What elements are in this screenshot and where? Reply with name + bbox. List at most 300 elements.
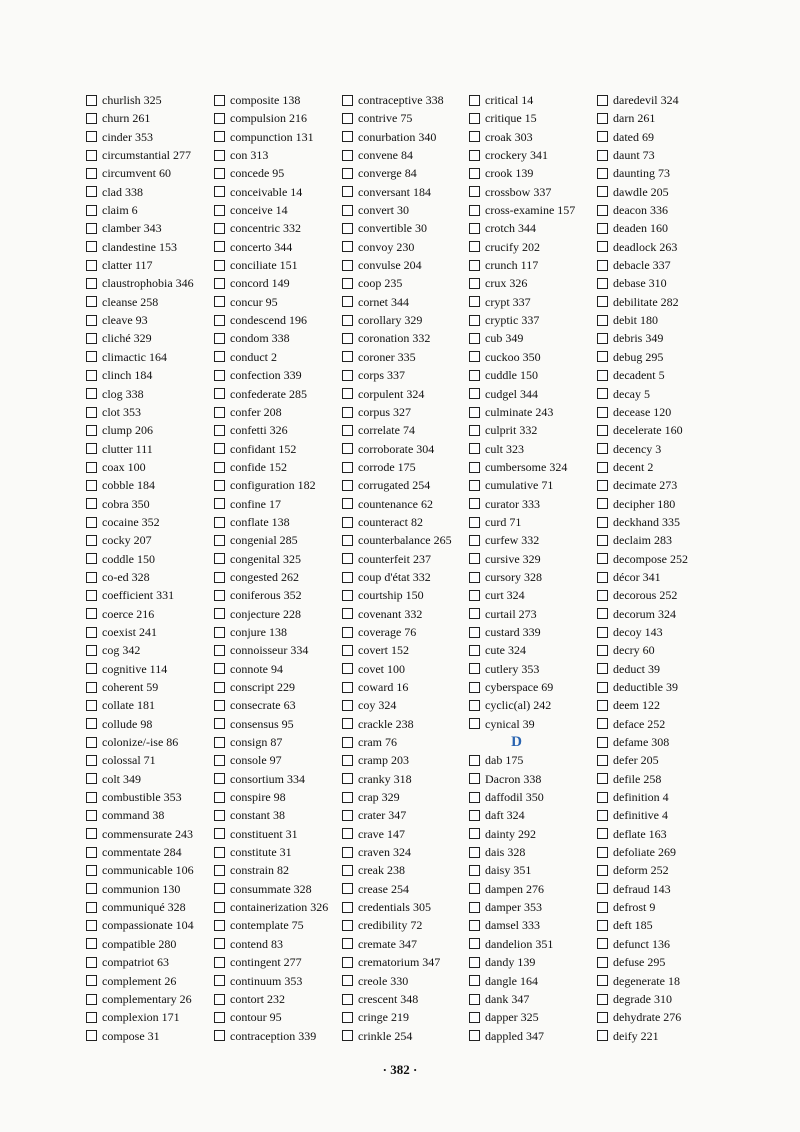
checkbox[interactable] xyxy=(86,205,97,216)
checkbox[interactable] xyxy=(469,241,480,252)
checkbox[interactable] xyxy=(597,957,608,968)
checkbox[interactable] xyxy=(597,718,608,729)
checkbox[interactable] xyxy=(342,150,353,161)
checkbox[interactable] xyxy=(342,113,353,124)
checkbox[interactable] xyxy=(342,847,353,858)
checkbox[interactable] xyxy=(342,480,353,491)
checkbox[interactable] xyxy=(469,131,480,142)
checkbox[interactable] xyxy=(597,278,608,289)
word-label: convertible 30 xyxy=(358,221,427,236)
checkbox[interactable] xyxy=(342,260,353,271)
checkbox[interactable] xyxy=(214,938,225,949)
checkbox[interactable] xyxy=(86,718,97,729)
checkbox[interactable] xyxy=(469,150,480,161)
word-label: converge 84 xyxy=(358,166,417,181)
checkbox[interactable] xyxy=(597,608,608,619)
checkbox[interactable] xyxy=(597,296,608,307)
checkbox[interactable] xyxy=(342,865,353,876)
checkbox[interactable] xyxy=(342,443,353,454)
word-label: cumbersome 324 xyxy=(485,459,568,474)
checkbox[interactable] xyxy=(597,186,608,197)
checkbox[interactable] xyxy=(342,975,353,986)
checkbox[interactable] xyxy=(597,755,608,766)
checkbox[interactable] xyxy=(469,388,480,399)
checkbox[interactable] xyxy=(86,865,97,876)
checkbox[interactable] xyxy=(342,315,353,326)
word-entry xyxy=(597,678,737,696)
checkbox[interactable] xyxy=(214,407,225,418)
checkbox[interactable] xyxy=(86,700,97,711)
checkbox[interactable] xyxy=(214,737,225,748)
checkbox[interactable] xyxy=(597,95,608,106)
word-entry xyxy=(597,660,737,678)
checkbox[interactable] xyxy=(86,645,97,656)
checkbox[interactable] xyxy=(469,1030,480,1041)
checkbox[interactable] xyxy=(469,700,480,711)
checkbox[interactable] xyxy=(214,113,225,124)
checkbox[interactable] xyxy=(597,847,608,858)
checkbox[interactable] xyxy=(86,260,97,271)
checkbox[interactable] xyxy=(86,95,97,106)
checkbox[interactable] xyxy=(214,663,225,674)
word-label: cringe 219 xyxy=(358,1010,409,1025)
checkbox[interactable] xyxy=(214,150,225,161)
checkbox[interactable] xyxy=(214,572,225,583)
checkbox[interactable] xyxy=(86,847,97,858)
checkbox[interactable] xyxy=(469,792,480,803)
checkbox[interactable] xyxy=(214,462,225,473)
checkbox[interactable] xyxy=(469,902,480,913)
word-label: decency 3 xyxy=(613,441,662,456)
word-entry xyxy=(342,329,470,347)
checkbox[interactable] xyxy=(86,792,97,803)
checkbox[interactable] xyxy=(469,645,480,656)
checkbox[interactable] xyxy=(469,370,480,381)
checkbox[interactable] xyxy=(86,902,97,913)
checkbox[interactable] xyxy=(597,572,608,583)
checkbox[interactable] xyxy=(597,553,608,564)
checkbox[interactable] xyxy=(214,590,225,601)
checkbox[interactable] xyxy=(597,113,608,124)
checkbox[interactable] xyxy=(469,113,480,124)
checkbox[interactable] xyxy=(597,700,608,711)
checkbox[interactable] xyxy=(469,847,480,858)
checkbox[interactable] xyxy=(214,296,225,307)
checkbox[interactable] xyxy=(214,553,225,564)
checkbox[interactable] xyxy=(469,480,480,491)
checkbox[interactable] xyxy=(469,920,480,931)
checkbox[interactable] xyxy=(469,883,480,894)
checkbox[interactable] xyxy=(342,186,353,197)
checkbox[interactable] xyxy=(597,828,608,839)
checkbox[interactable] xyxy=(597,994,608,1005)
word-label: clot 353 xyxy=(102,404,141,419)
checkbox[interactable] xyxy=(469,278,480,289)
checkbox[interactable] xyxy=(342,370,353,381)
checkbox[interactable] xyxy=(597,645,608,656)
checkbox[interactable] xyxy=(342,1012,353,1023)
checkbox[interactable] xyxy=(86,315,97,326)
word-entry xyxy=(214,660,342,678)
checkbox[interactable] xyxy=(597,241,608,252)
checkbox[interactable] xyxy=(597,333,608,344)
checkbox[interactable] xyxy=(597,168,608,179)
checkbox[interactable] xyxy=(214,700,225,711)
checkbox[interactable] xyxy=(469,828,480,839)
checkbox[interactable] xyxy=(86,517,97,528)
checkbox[interactable] xyxy=(214,168,225,179)
word-label: coefficient 331 xyxy=(102,588,175,603)
checkbox[interactable] xyxy=(214,498,225,509)
checkbox[interactable] xyxy=(469,168,480,179)
word-entry xyxy=(597,476,737,494)
word-entry xyxy=(597,990,737,1008)
checkbox[interactable] xyxy=(469,498,480,509)
checkbox[interactable] xyxy=(342,773,353,784)
checkbox[interactable] xyxy=(342,700,353,711)
checkbox[interactable] xyxy=(597,627,608,638)
checkbox[interactable] xyxy=(342,957,353,968)
checkbox[interactable] xyxy=(597,260,608,271)
checkbox[interactable] xyxy=(214,241,225,252)
checkbox[interactable] xyxy=(342,828,353,839)
word-entry xyxy=(597,696,737,714)
checkbox[interactable] xyxy=(597,773,608,784)
checkbox[interactable] xyxy=(342,498,353,509)
checkbox[interactable] xyxy=(214,1012,225,1023)
word-label: correlate 74 xyxy=(358,423,415,438)
checkbox[interactable] xyxy=(86,572,97,583)
checkbox[interactable] xyxy=(597,938,608,949)
checkbox[interactable] xyxy=(214,278,225,289)
checkbox[interactable] xyxy=(86,223,97,234)
checkbox[interactable] xyxy=(342,883,353,894)
checkbox[interactable] xyxy=(214,975,225,986)
word-entry xyxy=(469,696,597,714)
checkbox[interactable] xyxy=(214,608,225,619)
checkbox[interactable] xyxy=(214,480,225,491)
checkbox[interactable] xyxy=(469,407,480,418)
checkbox[interactable] xyxy=(597,663,608,674)
checkbox[interactable] xyxy=(214,95,225,106)
checkbox[interactable] xyxy=(342,608,353,619)
checkbox[interactable] xyxy=(86,608,97,619)
checkbox[interactable] xyxy=(214,847,225,858)
word-label: concentric 332 xyxy=(230,221,301,236)
word-label: coronation 332 xyxy=(358,331,431,346)
checkbox[interactable] xyxy=(597,462,608,473)
checkbox[interactable] xyxy=(86,425,97,436)
checkbox[interactable] xyxy=(469,186,480,197)
checkbox[interactable] xyxy=(597,1030,608,1041)
word-entry xyxy=(86,916,214,934)
checkbox[interactable] xyxy=(597,388,608,399)
checkbox[interactable] xyxy=(86,480,97,491)
checkbox[interactable] xyxy=(86,388,97,399)
checkbox[interactable] xyxy=(469,773,480,784)
checkbox[interactable] xyxy=(86,755,97,766)
checkbox[interactable] xyxy=(86,150,97,161)
word-label: cryptic 337 xyxy=(485,313,540,328)
checkbox[interactable] xyxy=(214,205,225,216)
checkbox[interactable] xyxy=(86,370,97,381)
checkbox[interactable] xyxy=(342,1030,353,1041)
checkbox[interactable] xyxy=(342,168,353,179)
checkbox[interactable] xyxy=(86,498,97,509)
word-entry xyxy=(597,91,737,109)
checkbox[interactable] xyxy=(342,572,353,583)
checkbox[interactable] xyxy=(469,682,480,693)
checkbox[interactable] xyxy=(86,773,97,784)
checkbox[interactable] xyxy=(342,663,353,674)
checkbox[interactable] xyxy=(86,407,97,418)
word-label: cyclic(al) 242 xyxy=(485,698,552,713)
checkbox[interactable] xyxy=(342,407,353,418)
checkbox[interactable] xyxy=(597,682,608,693)
checkbox[interactable] xyxy=(214,902,225,913)
checkbox[interactable] xyxy=(86,590,97,601)
checkbox[interactable] xyxy=(214,865,225,876)
checkbox[interactable] xyxy=(86,131,97,142)
checkbox[interactable] xyxy=(469,938,480,949)
checkbox[interactable] xyxy=(342,682,353,693)
checkbox[interactable] xyxy=(214,682,225,693)
checkbox[interactable] xyxy=(342,938,353,949)
checkbox[interactable] xyxy=(214,1030,225,1041)
checkbox[interactable] xyxy=(342,223,353,234)
checkbox[interactable] xyxy=(342,792,353,803)
checkbox[interactable] xyxy=(597,902,608,913)
checkbox[interactable] xyxy=(469,223,480,234)
checkbox[interactable] xyxy=(597,425,608,436)
checkbox[interactable] xyxy=(342,351,353,362)
checkbox[interactable] xyxy=(342,590,353,601)
checkbox[interactable] xyxy=(469,1012,480,1023)
checkbox[interactable] xyxy=(597,150,608,161)
checkbox[interactable] xyxy=(597,590,608,601)
checkbox[interactable] xyxy=(469,553,480,564)
checkbox[interactable] xyxy=(597,1012,608,1023)
checkbox[interactable] xyxy=(469,315,480,326)
checkbox[interactable] xyxy=(214,828,225,839)
checkbox[interactable] xyxy=(342,462,353,473)
word-entry xyxy=(86,550,214,568)
checkbox[interactable] xyxy=(342,131,353,142)
word-label: dapper 325 xyxy=(485,1010,539,1025)
checkbox[interactable] xyxy=(86,957,97,968)
word-entry xyxy=(469,568,597,586)
checkbox[interactable] xyxy=(597,792,608,803)
checkbox[interactable] xyxy=(214,883,225,894)
word-label: conurbation 340 xyxy=(358,129,437,144)
checkbox[interactable] xyxy=(469,535,480,546)
checkbox[interactable] xyxy=(469,663,480,674)
word-entry xyxy=(469,660,597,678)
checkbox[interactable] xyxy=(86,938,97,949)
word-label: coerce 216 xyxy=(102,606,155,621)
checkbox[interactable] xyxy=(214,535,225,546)
checkbox[interactable] xyxy=(214,260,225,271)
checkbox[interactable] xyxy=(86,682,97,693)
checkbox[interactable] xyxy=(469,572,480,583)
checkbox[interactable] xyxy=(342,95,353,106)
checkbox[interactable] xyxy=(342,241,353,252)
checkbox[interactable] xyxy=(86,241,97,252)
checkbox[interactable] xyxy=(597,737,608,748)
checkbox[interactable] xyxy=(597,351,608,362)
checkbox[interactable] xyxy=(469,810,480,821)
checkbox[interactable] xyxy=(86,663,97,674)
checkbox[interactable] xyxy=(342,517,353,528)
word-label: crinkle 254 xyxy=(358,1028,413,1043)
checkbox[interactable] xyxy=(342,205,353,216)
checkbox[interactable] xyxy=(597,370,608,381)
checkbox[interactable] xyxy=(469,608,480,619)
checkbox[interactable] xyxy=(86,737,97,748)
checkbox[interactable] xyxy=(597,920,608,931)
checkbox[interactable] xyxy=(469,333,480,344)
checkbox[interactable] xyxy=(214,351,225,362)
checkbox[interactable] xyxy=(214,773,225,784)
word-entry xyxy=(86,385,214,403)
checkbox[interactable] xyxy=(86,278,97,289)
checkbox[interactable] xyxy=(86,113,97,124)
checkbox[interactable] xyxy=(469,443,480,454)
checkbox[interactable] xyxy=(86,462,97,473)
checkbox[interactable] xyxy=(597,865,608,876)
checkbox[interactable] xyxy=(342,810,353,821)
checkbox[interactable] xyxy=(597,517,608,528)
checkbox[interactable] xyxy=(86,975,97,986)
checkbox[interactable] xyxy=(597,407,608,418)
checkbox[interactable] xyxy=(214,755,225,766)
checkbox[interactable] xyxy=(469,865,480,876)
checkbox[interactable] xyxy=(214,186,225,197)
checkbox[interactable] xyxy=(597,810,608,821)
checkbox[interactable] xyxy=(597,480,608,491)
word-label: critique 15 xyxy=(485,111,537,126)
checkbox[interactable] xyxy=(214,920,225,931)
checkbox[interactable] xyxy=(597,223,608,234)
checkbox[interactable] xyxy=(214,810,225,821)
checkbox[interactable] xyxy=(214,370,225,381)
word-label: deft 185 xyxy=(613,918,653,933)
checkbox[interactable] xyxy=(469,517,480,528)
checkbox[interactable] xyxy=(86,883,97,894)
word-label: cutlery 353 xyxy=(485,661,540,676)
checkbox[interactable] xyxy=(214,645,225,656)
word-entry xyxy=(86,366,214,384)
checkbox[interactable] xyxy=(469,260,480,271)
checkbox[interactable] xyxy=(86,186,97,197)
checkbox[interactable] xyxy=(86,296,97,307)
checkbox[interactable] xyxy=(86,1030,97,1041)
checkbox[interactable] xyxy=(597,205,608,216)
checkbox[interactable] xyxy=(469,718,480,729)
checkbox[interactable] xyxy=(469,627,480,638)
checkbox[interactable] xyxy=(597,883,608,894)
checkbox[interactable] xyxy=(86,168,97,179)
checkbox[interactable] xyxy=(214,792,225,803)
word-label: confer 208 xyxy=(230,404,282,419)
checkbox[interactable] xyxy=(342,994,353,1005)
checkbox[interactable] xyxy=(597,443,608,454)
checkbox[interactable] xyxy=(342,535,353,546)
checkbox[interactable] xyxy=(86,920,97,931)
checkbox[interactable] xyxy=(342,333,353,344)
checkbox[interactable] xyxy=(469,957,480,968)
word-label: coward 16 xyxy=(358,680,409,694)
checkbox[interactable] xyxy=(342,902,353,913)
checkbox[interactable] xyxy=(86,994,97,1005)
checkbox[interactable] xyxy=(469,590,480,601)
checkbox[interactable] xyxy=(214,388,225,399)
checkbox[interactable] xyxy=(342,920,353,931)
word-label: concur 95 xyxy=(230,294,278,309)
checkbox[interactable] xyxy=(342,627,353,638)
checkbox[interactable] xyxy=(342,755,353,766)
word-label: defunct 136 xyxy=(613,936,670,951)
checkbox[interactable] xyxy=(597,535,608,546)
checkbox[interactable] xyxy=(86,1012,97,1023)
checkbox[interactable] xyxy=(597,498,608,509)
word-label: clutter 111 xyxy=(102,441,153,456)
checkbox[interactable] xyxy=(342,553,353,564)
checkbox[interactable] xyxy=(214,957,225,968)
checkbox[interactable] xyxy=(214,627,225,638)
checkbox[interactable] xyxy=(469,755,480,766)
checkbox[interactable] xyxy=(469,975,480,986)
checkbox[interactable] xyxy=(86,828,97,839)
checkbox[interactable] xyxy=(214,718,225,729)
checkbox[interactable] xyxy=(469,425,480,436)
checkbox[interactable] xyxy=(342,388,353,399)
checkbox[interactable] xyxy=(342,278,353,289)
word-entry xyxy=(469,311,597,329)
checkbox[interactable] xyxy=(214,223,225,234)
checkbox[interactable] xyxy=(214,425,225,436)
checkbox[interactable] xyxy=(86,333,97,344)
checkbox[interactable] xyxy=(342,645,353,656)
checkbox[interactable] xyxy=(214,131,225,142)
checkbox[interactable] xyxy=(469,351,480,362)
checkbox[interactable] xyxy=(86,553,97,564)
checkbox[interactable] xyxy=(86,535,97,546)
checkbox[interactable] xyxy=(597,131,608,142)
checkbox[interactable] xyxy=(469,95,480,106)
checkbox[interactable] xyxy=(86,351,97,362)
checkbox[interactable] xyxy=(214,443,225,454)
checkbox[interactable] xyxy=(214,994,225,1005)
checkbox[interactable] xyxy=(342,718,353,729)
checkbox[interactable] xyxy=(597,975,608,986)
checkbox[interactable] xyxy=(597,315,608,326)
checkbox[interactable] xyxy=(214,333,225,344)
checkbox[interactable] xyxy=(86,443,97,454)
checkbox[interactable] xyxy=(342,425,353,436)
checkbox[interactable] xyxy=(214,517,225,528)
checkbox[interactable] xyxy=(342,737,353,748)
checkbox[interactable] xyxy=(214,315,225,326)
checkbox[interactable] xyxy=(469,462,480,473)
checkbox[interactable] xyxy=(469,205,480,216)
checkbox[interactable] xyxy=(86,627,97,638)
checkbox[interactable] xyxy=(469,994,480,1005)
checkbox[interactable] xyxy=(86,810,97,821)
checkbox[interactable] xyxy=(469,296,480,307)
word-entry xyxy=(214,495,342,513)
checkbox[interactable] xyxy=(342,296,353,307)
